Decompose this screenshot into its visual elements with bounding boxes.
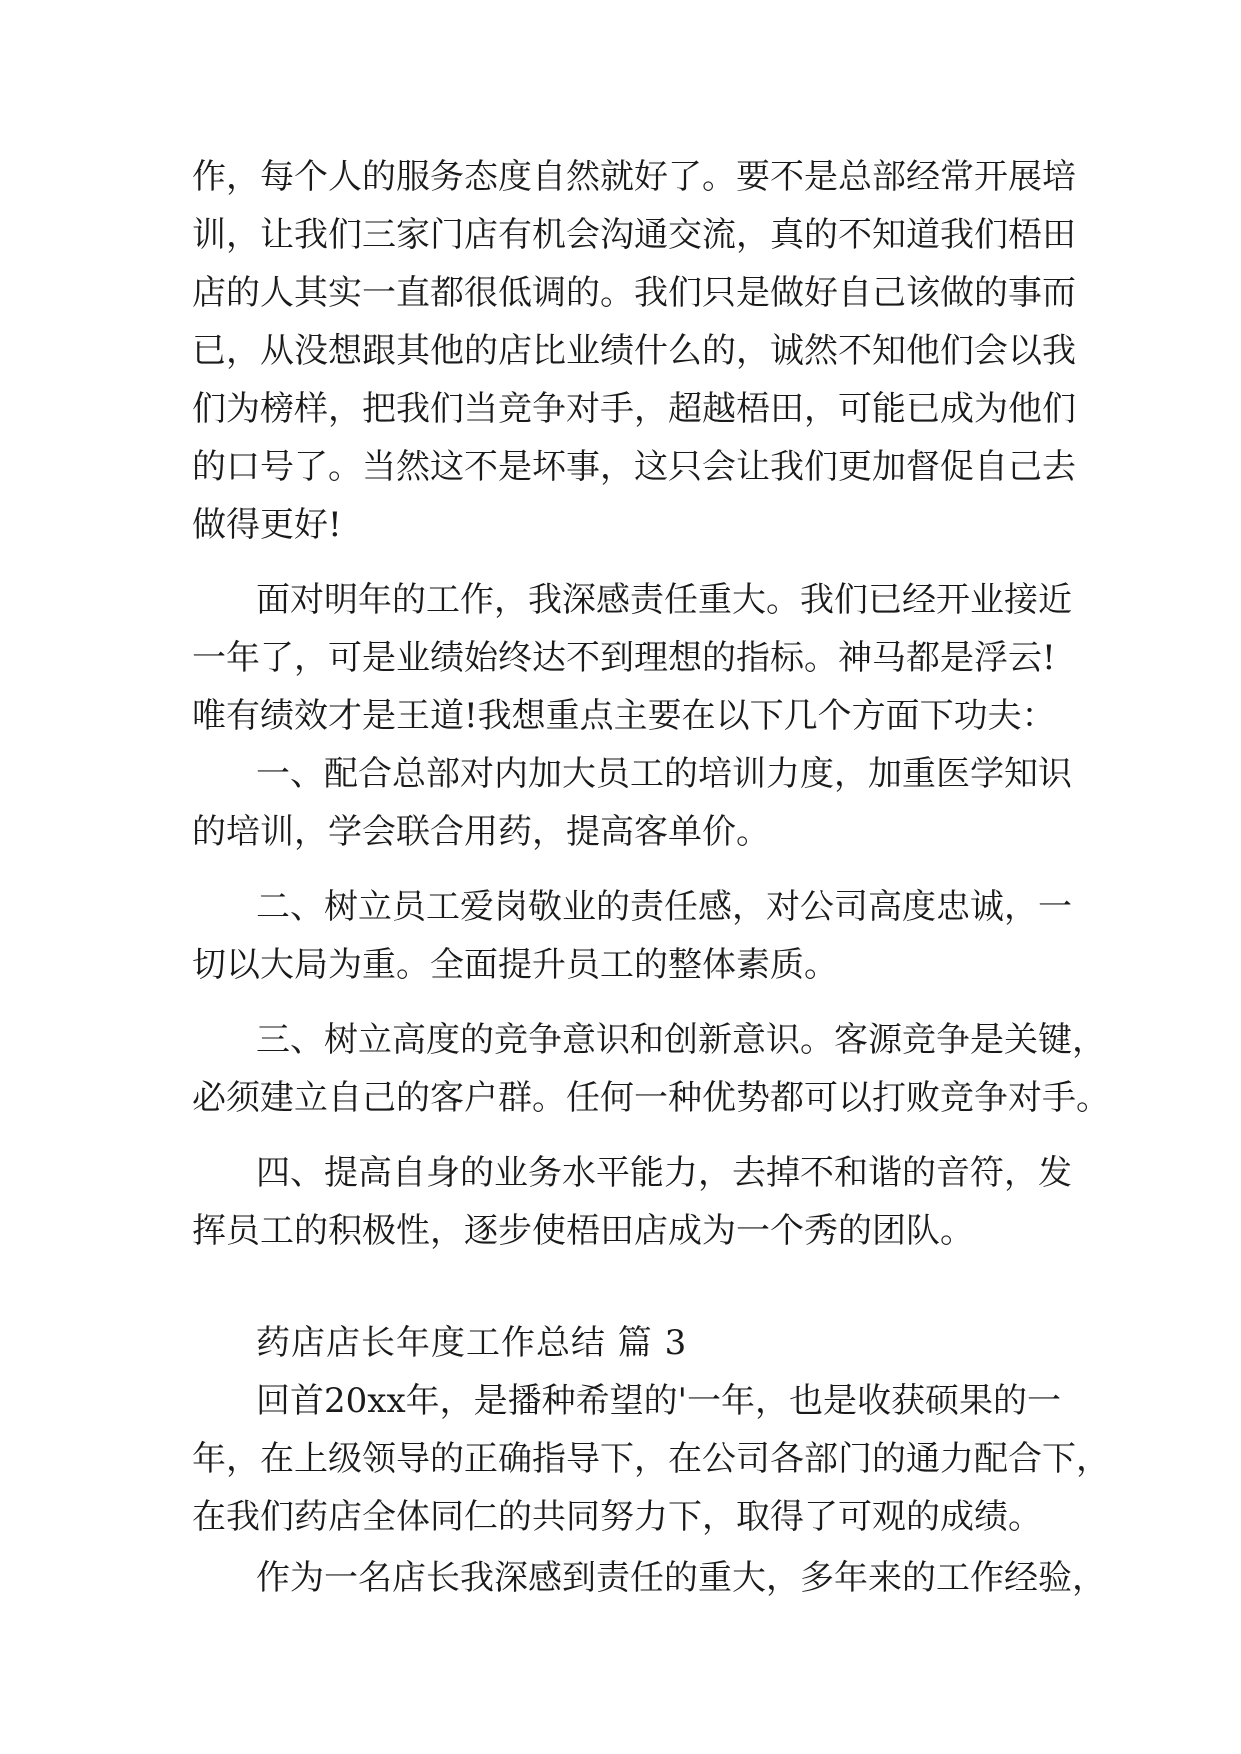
paragraph-line: 训，让我们三家门店有机会沟通交流，真的不知道我们梧田 bbox=[192, 215, 1076, 255]
list-item-line: 的培训，学会联合用药，提高客单价。 bbox=[192, 812, 770, 852]
paragraph-line: 们为榜样，把我们当竞争对手，超越梧田，可能已成为他们 bbox=[192, 389, 1076, 429]
list-item-line: 三、树立高度的竞争意识和创新意识。客源竞争是关键， bbox=[256, 1020, 1106, 1060]
paragraph-line: 作，每个人的服务态度自然就好了。要不是总部经常开展培 bbox=[192, 157, 1076, 197]
paragraph-line: 唯有绩效才是王道!我想重点主要在以下几个方面下功夫： bbox=[192, 696, 1056, 736]
list-item-line: 一、配合总部对内加大员工的培训力度，加重医学知识 bbox=[256, 754, 1072, 794]
paragraph-line: 一年了，可是业绩始终达不到理想的指标。神马都是浮云! bbox=[192, 638, 1056, 678]
paragraph-line: 作为一名店长我深感到责任的重大，多年来的工作经验， bbox=[256, 1558, 1106, 1598]
list-item-line: 必须建立自己的客户群。任何一种优势都可以打败竞争对手。 bbox=[192, 1078, 1110, 1118]
paragraph-line: 回首20xx年，是播种希望的'一年，也是收获硕果的一 bbox=[256, 1381, 1061, 1421]
paragraph-line: 面对明年的工作，我深感责任重大。我们已经开业接近 bbox=[256, 580, 1072, 620]
paragraph-line: 已，从没想跟其他的店比业绩什么的，诚然不知他们会以我 bbox=[192, 331, 1076, 371]
section-heading: 药店店长年度工作总结 篇 3 bbox=[256, 1323, 688, 1363]
list-item-line: 挥员工的积极性，逐步使梧田店成为一个秀的团队。 bbox=[192, 1211, 974, 1251]
paragraph-line: 年，在上级领导的正确指导下，在公司各部门的通力配合下， bbox=[192, 1439, 1110, 1479]
paragraph-line: 店的人其实一直都很低调的。我们只是做好自己该做的事而 bbox=[192, 273, 1076, 313]
paragraph-line: 在我们药店全体同仁的共同努力下，取得了可观的成绩。 bbox=[192, 1497, 1042, 1537]
paragraph-line: 的口号了。当然这不是坏事，这只会让我们更加督促自己去 bbox=[192, 447, 1076, 487]
list-item-line: 四、提高自身的业务水平能力，去掉不和谐的音符，发 bbox=[256, 1153, 1072, 1193]
paragraph-line: 做得更好! bbox=[192, 505, 342, 545]
list-item-line: 二、树立员工爱岗敬业的责任感，对公司高度忠诚，一 bbox=[256, 887, 1072, 927]
list-item-line: 切以大局为重。全面提升员工的整体素质。 bbox=[192, 945, 838, 985]
